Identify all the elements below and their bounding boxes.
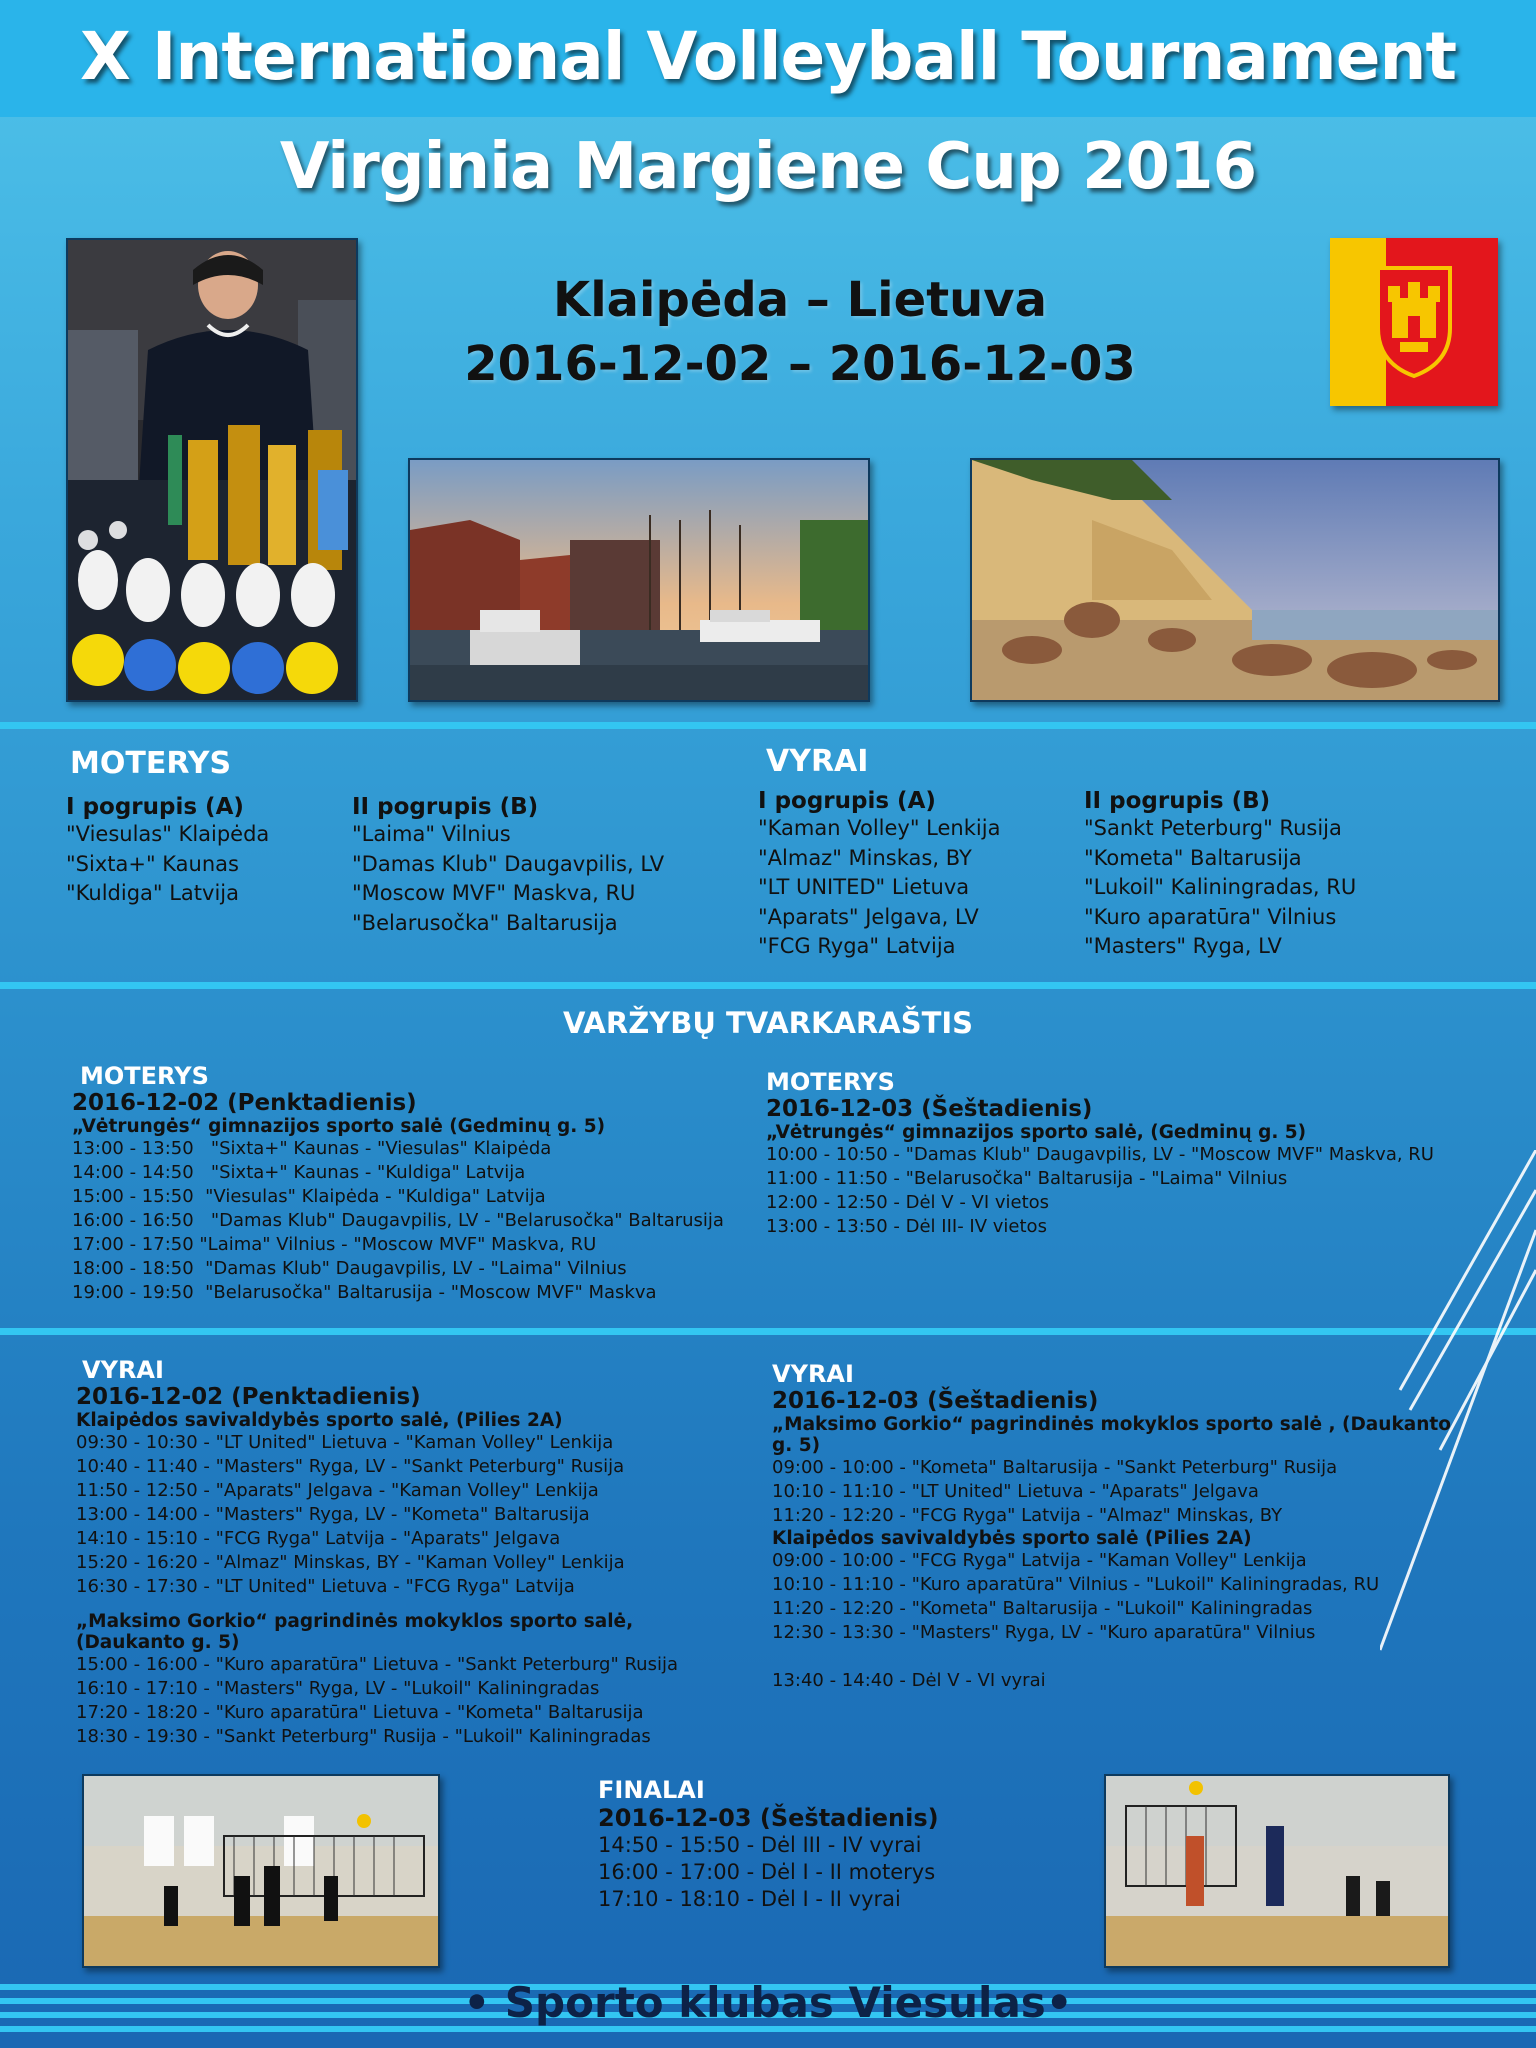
schedule-venue: Klaipėdos savivaldybės sporto salė (Pilies 2A) [772, 1528, 1252, 1549]
finals-heading: FINALAI [598, 1776, 705, 1804]
game-row: 11:00 - 11:50 - "Belarusočka" Baltarusija - "Laima" Vilnius [766, 1168, 1288, 1189]
schedule-venue: „Maksimo Gorkio“ pagrindinės mokyklos sporto salė , (Daukanto g. 5) [772, 1414, 1451, 1456]
women-group-b [352, 794, 732, 938]
team-item: "LT UNITED" Lietuva [758, 875, 970, 899]
coast-photo [970, 458, 1500, 702]
game-row: 17:20 - 18:20 - "Kuro aparatūra" Lietuva - "Kometa" Baltarusija [76, 1702, 644, 1723]
group-title: II pogrupis (B) [352, 794, 539, 820]
game-row: 15:20 - 16:20 - "Almaz" Minskas, BY - "Kaman Volley" Lenkija [76, 1552, 625, 1573]
group-title: II pogrupis (B) [1084, 788, 1271, 814]
game-row: 16:10 - 17:10 - "Masters" Ryga, LV - "Lukoil" Kaliningradas [76, 1678, 600, 1699]
women-saturday-schedule [766, 1068, 1466, 1239]
women-friday-schedule [72, 1062, 752, 1305]
game-row: 12:00 - 12:50 - Dėl V - VI vietos [766, 1192, 1050, 1213]
team-item: "Belarusočka" Baltarusija [352, 910, 618, 935]
team-item: "FCG Ryga" Latvija [758, 934, 956, 958]
game-row: 10:10 - 11:10 - "Kuro aparatūra" Vilnius - "Lukoil" Kaliningradas, RU [772, 1574, 1380, 1595]
group-title: I pogrupis (A) [66, 794, 244, 820]
schedule-heading: MOTERYS [80, 1062, 209, 1090]
schedule-title: VARŽYBŲ TVARKARAŠTIS [562, 1006, 974, 1040]
game-row: 16:00 - 16:50 "Damas Klub" Daugavpilis, LV - "Belarusočka" Baltarusija [72, 1210, 724, 1231]
final-row: 16:00 - 17:00 - Dėl I - II moterys [598, 1860, 936, 1884]
schedule-venue: „Vėtrungės“ gimnazijos sporto salė (Gedminų g. 5) [72, 1116, 606, 1137]
team-item: "Kometa" Baltarusija [1084, 845, 1302, 870]
team-item: "Sixta+" Kaunas [66, 851, 239, 876]
game-row: 13:00 - 14:00 - "Masters" Ryga, LV - "Kometa" Baltarusija [76, 1504, 590, 1525]
game-row: 10:10 - 11:10 - "LT United" Lietuva - "Aparats" Jelgava [772, 1481, 1259, 1502]
game-row: 18:00 - 18:50 "Damas Klub" Daugavpilis, LV - "Laima" Vilnius [72, 1258, 627, 1279]
schedule-heading: VYRAI [82, 1356, 164, 1384]
men-group-a [758, 788, 1068, 962]
final-row: 17:10 - 18:10 - Dėl I - II vyrai [598, 1887, 901, 1911]
team-item: "Viesulas" Klaipėda [66, 822, 270, 846]
men-friday-schedule [76, 1356, 756, 1749]
team-item: "Almaz" Minskas, BY [758, 845, 972, 870]
schedule-venue: „Maksimo Gorkio“ pagrindinės mokyklos sporto salė, [76, 1611, 634, 1632]
group-title: I pogrupis (A) [758, 788, 936, 814]
location-dates [440, 268, 1160, 396]
divider-3 [0, 1328, 1536, 1335]
schedule-heading: VYRAI [772, 1360, 854, 1388]
game-row: 09:30 - 10:30 - "LT United" Lietuva - "Kaman Volley" Lenkija [76, 1432, 614, 1453]
game-row: 11:20 - 12:20 - "Kometa" Baltarusija - "Lukoil" Kaliningradas [772, 1598, 1313, 1619]
team-item: "Damas Klub" Daugavpilis, LV [352, 851, 665, 876]
trophies-photo [66, 238, 358, 702]
women-group-a [66, 794, 336, 909]
game-row: 18:30 - 19:30 - "Sankt Peterburg" Rusija - "Lukoil" Kaliningradas [76, 1726, 651, 1747]
tournament-title: X International Volleyball Tournament [79, 18, 1456, 95]
divider-2 [0, 982, 1536, 989]
schedule-date: 2016-12-02 (Penktadienis) [72, 1090, 417, 1116]
team-item: "Kaman Volley" Lenkija [758, 816, 1001, 840]
harbor-photo [408, 458, 870, 702]
finals-schedule [598, 1776, 1018, 1913]
game-row: 13:00 - 13:50 - Dėl III- IV vietos [766, 1216, 1047, 1237]
team-item: "Kuro aparatūra" Vilnius [1084, 904, 1337, 929]
team-item: "Aparats" Jelgava, LV [758, 904, 979, 929]
game-row: 15:00 - 16:00 - "Kuro aparatūra" Lietuva - "Sankt Peterburg" Rusija [76, 1654, 678, 1675]
volleyball-photo-left [82, 1774, 440, 1968]
team-item: "Moscow MVF" Maskva, RU [352, 881, 636, 905]
game-row: 16:30 - 17:30 - "LT United" Lietuva - "FCG Ryga" Latvija [76, 1576, 575, 1597]
game-row: 11:20 - 12:20 - "FCG Ryga" Latvija - "Almaz" Minskas, BY [772, 1505, 1283, 1526]
game-row: 11:50 - 12:50 - "Aparats" Jelgava - "Kaman Volley" Lenkija [76, 1480, 599, 1501]
team-item: "Lukoil" Kaliningradas, RU [1084, 875, 1357, 899]
game-row: 13:00 - 13:50 "Sixta+" Kaunas - "Viesulas" Klaipėda [72, 1138, 552, 1159]
decorative-lines [1380, 1150, 1536, 1670]
game-row: 10:40 - 11:40 - "Masters" Ryga, LV - "Sankt Peterburg" Rusija [76, 1456, 625, 1477]
schedule-date: 2016-12-03 (Šeštadienis) [772, 1388, 1099, 1414]
volleyball-photo-right [1104, 1774, 1450, 1968]
klaipeda-flag [1330, 238, 1498, 406]
final-row: 14:50 - 15:50 - Dėl III - IV vyrai [598, 1833, 922, 1857]
cup-title: Virginia Margiene Cup 2016 [279, 130, 1257, 204]
schedule-venue: (Daukanto g. 5) [76, 1632, 240, 1653]
team-item: "Sankt Peterburg" Rusija [1084, 816, 1342, 840]
footer-club-name: • Sporto klubas Viesulas• [463, 1978, 1073, 2027]
schedule-heading: MOTERYS [766, 1068, 895, 1096]
men-saturday-schedule [772, 1360, 1472, 1693]
location: Klaipėda – Lietuva [553, 272, 1047, 328]
team-item: "Kuldiga" Latvija [66, 881, 239, 905]
team-item: "Laima" Vilnius [352, 822, 511, 846]
game-row: 09:00 - 10:00 - "FCG Ryga" Latvija - "Kaman Volley" Lenkija [772, 1550, 1307, 1571]
schedule-venue: „Vėtrungės“ gimnazijos sporto salė, (Gedminų g. 5) [766, 1122, 1307, 1143]
schedule-date: 2016-12-02 (Penktadienis) [76, 1384, 421, 1410]
game-row: 13:40 - 14:40 - Dėl V - VI vyrai [772, 1670, 1046, 1691]
game-row: 14:00 - 14:50 "Sixta+" Kaunas - "Kuldiga" Latvija [72, 1162, 526, 1183]
schedule-date: 2016-12-03 (Šeštadienis) [766, 1096, 1093, 1122]
team-item: "Masters" Ryga, LV [1084, 934, 1282, 958]
game-row: 15:00 - 15:50 "Viesulas" Klaipėda - "Kuldiga" Latvija [72, 1186, 546, 1207]
dates: 2016-12-02 – 2016-12-03 [464, 336, 1136, 392]
game-row: 19:00 - 19:50 "Belarusočka" Baltarusija - "Moscow MVF" Maskva [72, 1282, 657, 1303]
schedule-venue: Klaipėdos savivaldybės sporto salė, (Pilies 2A) [76, 1410, 563, 1431]
men-group-b [1084, 788, 1464, 962]
game-row: 17:00 - 17:50 "Laima" Vilnius - "Moscow MVF" Maskva, RU [72, 1234, 597, 1255]
divider-1 [0, 722, 1536, 729]
game-row: 12:30 - 13:30 - "Masters" Ryga, LV - "Kuro aparatūra" Vilnius [772, 1622, 1316, 1643]
finals-date: 2016-12-03 (Šeštadienis) [598, 1804, 939, 1832]
men-groups-heading: VYRAI [766, 744, 869, 779]
game-row: 14:10 - 15:10 - "FCG Ryga" Latvija - "Aparats" Jelgava [76, 1528, 561, 1549]
women-groups-heading: MOTERYS [70, 746, 232, 781]
game-row: 10:00 - 10:50 - "Damas Klub" Daugavpilis, LV - "Moscow MVF" Maskva, RU [766, 1144, 1434, 1165]
game-row: 09:00 - 10:00 - "Kometa" Baltarusija - "Sankt Peterburg" Rusija [772, 1457, 1338, 1478]
